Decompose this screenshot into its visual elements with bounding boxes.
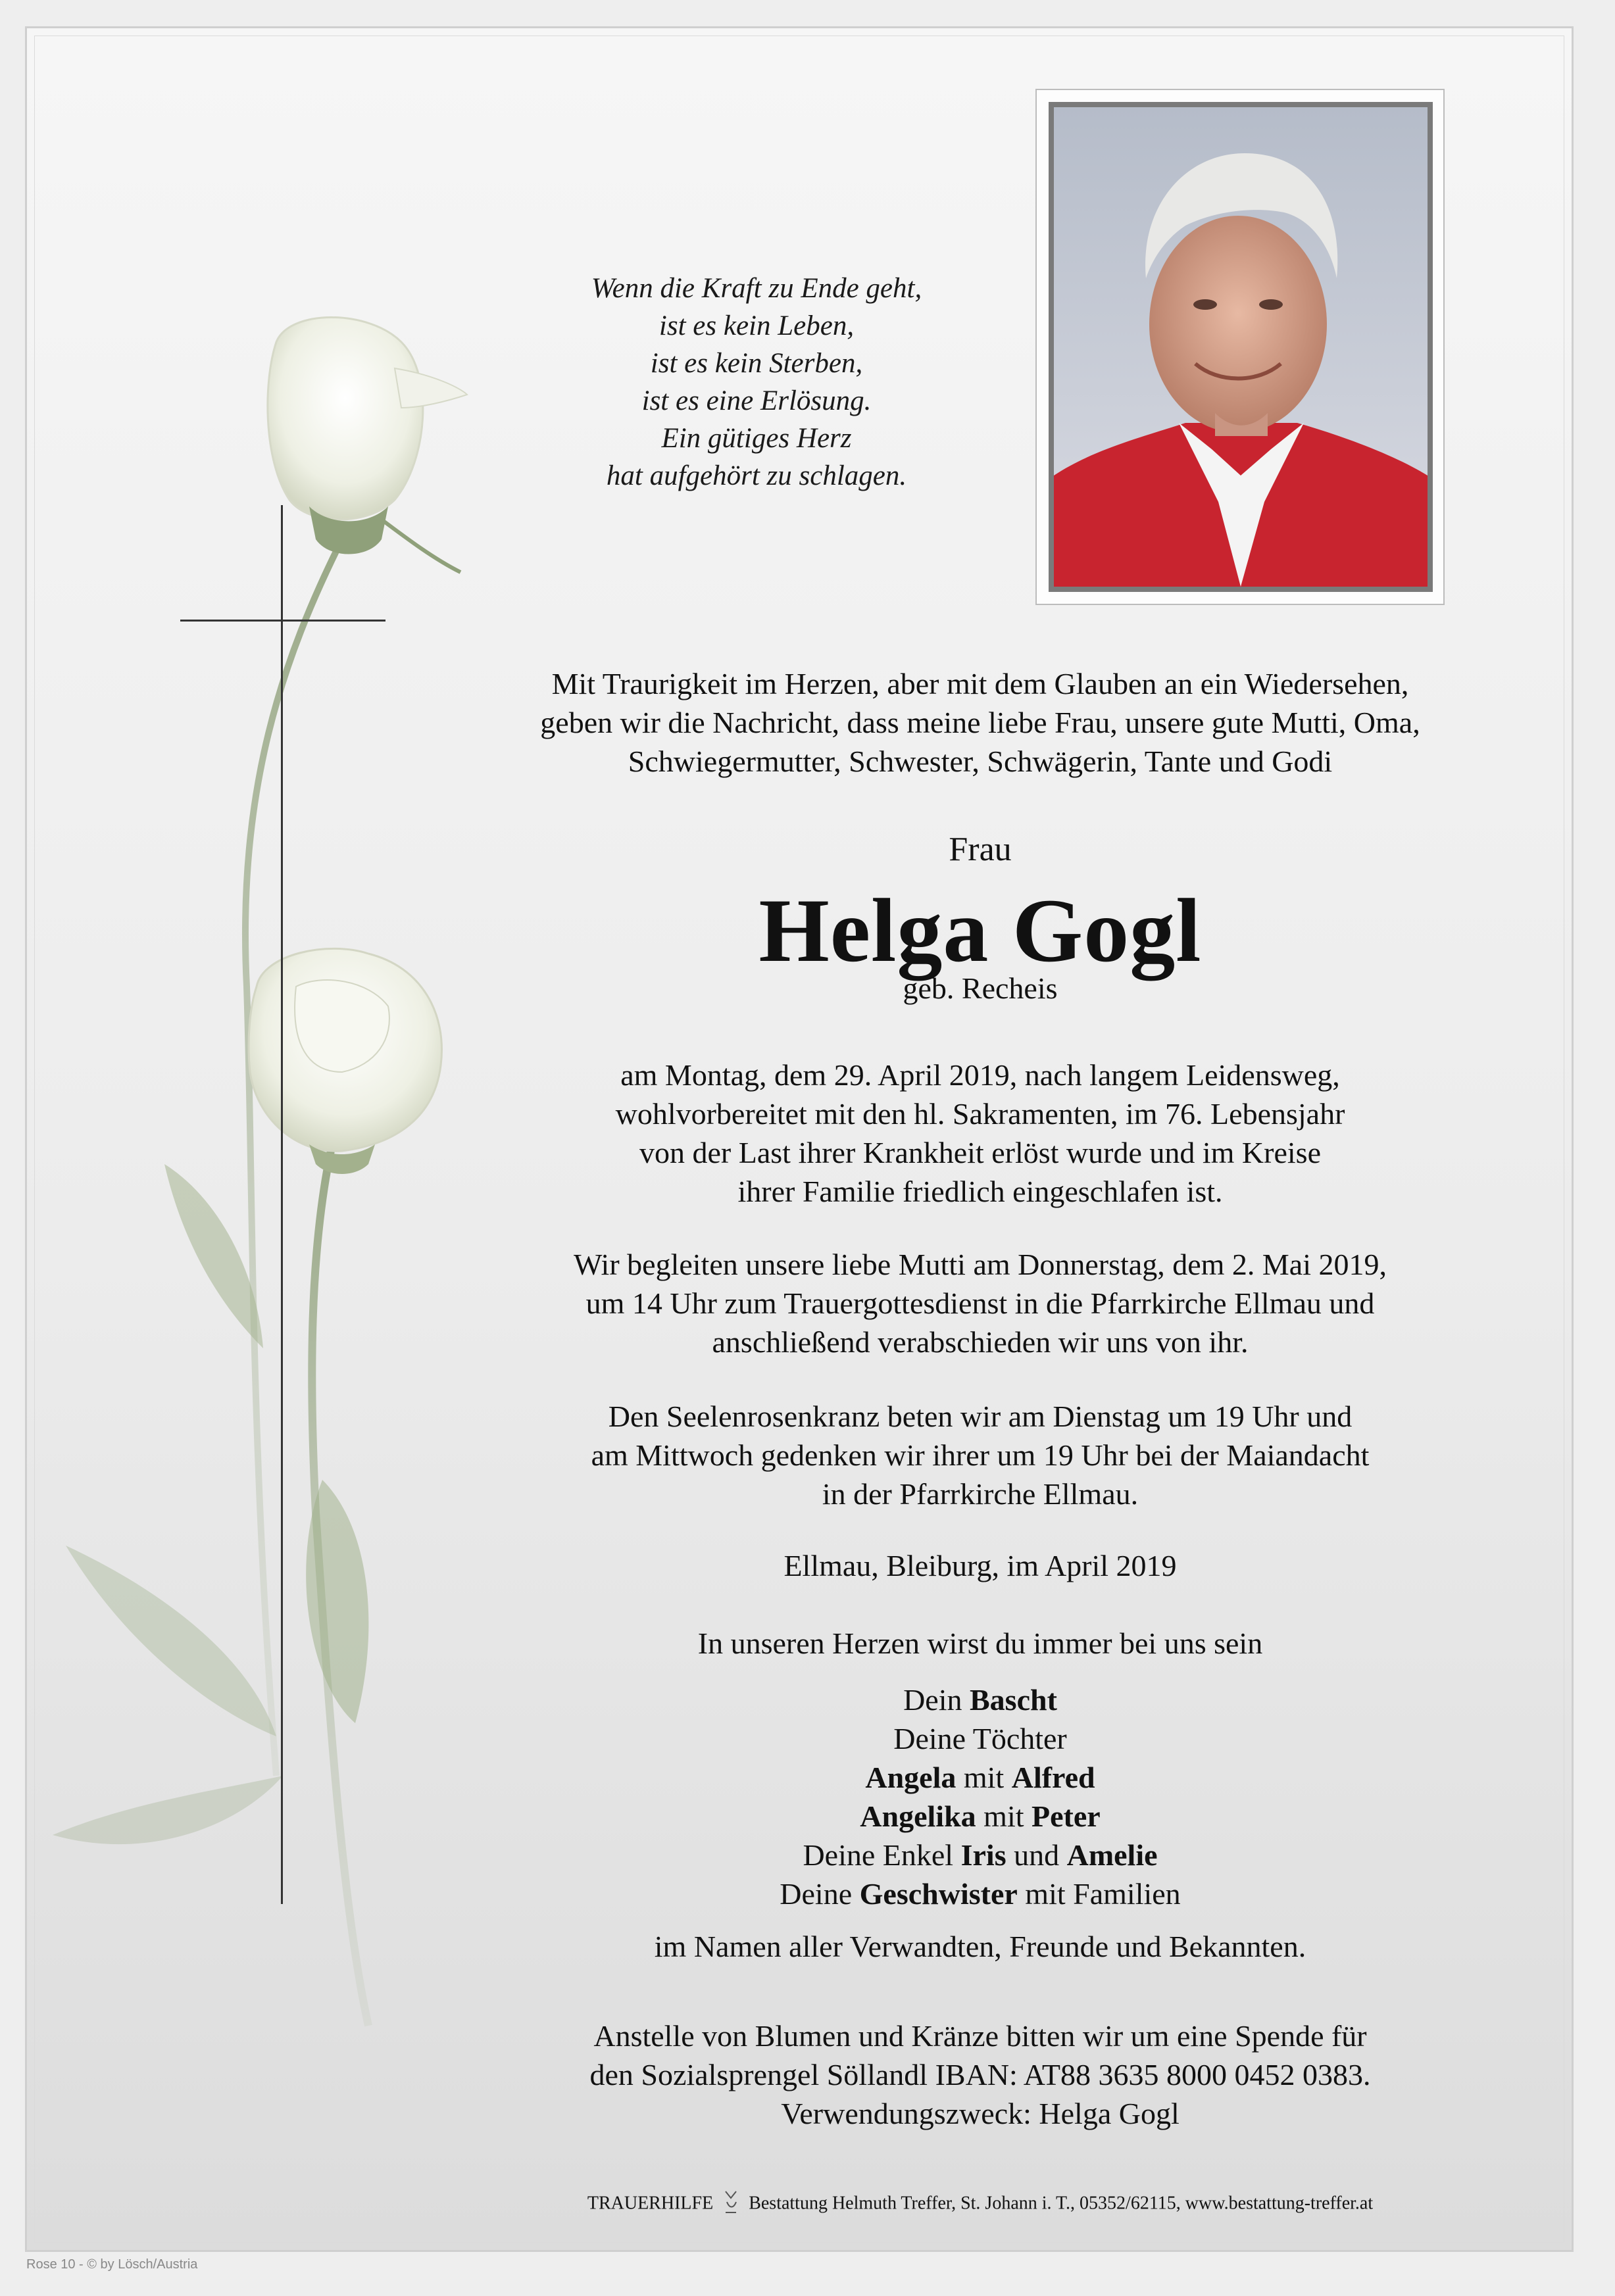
relatives-line bbox=[460, 1927, 1500, 1966]
footer-text: Bestattung Helmuth Treffer, St. Johann i. T., 05352/62115, www.bestattung-treffer.at bbox=[749, 2193, 1374, 2214]
portrait-photo bbox=[1049, 102, 1433, 592]
maiden-name: geb. Recheis bbox=[903, 971, 1058, 1005]
donation-line: Verwendungszweck: Helga Gogl bbox=[781, 2097, 1180, 2130]
rosary-line: Den Seelenrosenkranz beten wir am Dienstag um 19 Uhr und bbox=[608, 1400, 1353, 1433]
mourner-name: Iris bbox=[960, 1838, 1006, 1872]
mourner-relation: Dein bbox=[903, 1683, 962, 1717]
funeral-line: Wir begleiten unsere liebe Mutti am Donnerstag, dem 2. Mai 2019, bbox=[573, 1248, 1387, 1281]
donation-line: den Sozialsprengel Söllandl IBAN: AT88 3635 8000 0452 0383. bbox=[589, 2058, 1371, 2091]
design-credit: Rose 10 - © by Lösch/Austria bbox=[26, 2257, 198, 2272]
white-roses-decoration bbox=[0, 0, 526, 2105]
deceased-name: Helga Gogl bbox=[758, 880, 1202, 981]
mourner-relation: Deine Enkel bbox=[803, 1838, 954, 1872]
mourner-line bbox=[460, 1758, 1500, 1797]
cross-horizontal-line bbox=[180, 620, 385, 622]
funeral-line: um 14 Uhr zum Trauergottesdienst in die Pfarrkirche Ellmau und bbox=[585, 1286, 1375, 1320]
farewell-text: In unseren Herzen wirst du immer bei uns sein bbox=[697, 1626, 1263, 1660]
quote-line: ist es kein Sterben, bbox=[650, 348, 863, 379]
donation-paragraph bbox=[460, 2016, 1500, 2133]
mourner-name: Angela bbox=[865, 1761, 957, 1794]
rose-leaf bbox=[53, 1776, 283, 1844]
mourner-name: Alfred bbox=[1011, 1761, 1095, 1794]
mourner-relation: Deine bbox=[780, 1877, 853, 1911]
intro-line: Schwiegermutter, Schwester, Schwägerin, Tante und Godi bbox=[628, 745, 1333, 778]
mourner-line bbox=[460, 1874, 1500, 1913]
rosary-paragraph bbox=[460, 1397, 1500, 1513]
intro-line: Mit Traurigkeit im Herzen, aber mit dem Glauben an ein Wiedersehen, bbox=[551, 667, 1409, 700]
place-date-text: Ellmau, Bleiburg, im April 2019 bbox=[783, 1549, 1177, 1582]
funeral-line: anschließend verabschieden wir uns von ihr. bbox=[712, 1325, 1249, 1359]
portrait-frame bbox=[1035, 89, 1445, 605]
mourner-connector: und bbox=[1014, 1838, 1060, 1872]
rosary-line: am Mittwoch gedenken wir ihrer um 19 Uhr bei der Maiandacht bbox=[591, 1438, 1370, 1472]
place-date bbox=[460, 1546, 1500, 1585]
cross-vertical-line bbox=[281, 505, 283, 1904]
mourner-line bbox=[460, 1797, 1500, 1836]
rose-blossom bbox=[249, 948, 441, 1174]
rose-leaf bbox=[306, 1480, 368, 1723]
mourner-relation: mit Familien bbox=[1025, 1877, 1181, 1911]
quote-line: hat aufgehört zu schlagen. bbox=[606, 460, 907, 491]
mourner-name: Amelie bbox=[1066, 1838, 1158, 1872]
footer-prefix: TRAUERHILFE bbox=[587, 2193, 714, 2214]
mourner-line: Deine Töchter bbox=[893, 1722, 1067, 1755]
quote-line: ist es kein Leben, bbox=[658, 310, 855, 341]
mourner-connector: mit bbox=[983, 1799, 1024, 1833]
mourner-connector: mit bbox=[963, 1761, 1005, 1794]
rosary-line: in der Pfarrkirche Ellmau. bbox=[822, 1477, 1139, 1511]
farewell-line bbox=[460, 1624, 1500, 1663]
donation-line: Anstelle von Blumen und Kränze bitten wir um eine Spende für bbox=[593, 2019, 1367, 2053]
rose-leaf bbox=[66, 1546, 276, 1736]
funeral-home-footer bbox=[395, 2189, 1566, 2220]
funeral-paragraph bbox=[460, 1245, 1500, 1361]
intro-paragraph bbox=[460, 664, 1500, 781]
intro-line: geben wir die Nachricht, dass meine liebe Frau, unsere gute Mutti, Oma, bbox=[540, 706, 1420, 739]
mourner-name: Geschwister bbox=[859, 1877, 1018, 1911]
death-notice-line: ihrer Familie friedlich eingeschlafen ist. bbox=[737, 1175, 1223, 1208]
mourner-line bbox=[460, 1680, 1500, 1719]
death-notice-paragraph bbox=[460, 1056, 1500, 1211]
death-notice-line: am Montag, dem 29. April 2019, nach langem Leidensweg, bbox=[620, 1058, 1340, 1092]
quote-line: ist es eine Erlösung. bbox=[641, 385, 872, 416]
mourners-list bbox=[460, 1680, 1500, 1913]
trauerhilfe-logo-icon bbox=[723, 2189, 739, 2220]
mourner-line bbox=[460, 1836, 1500, 1874]
quote-line: Wenn die Kraft zu Ende geht, bbox=[591, 273, 922, 304]
mourner-name: Peter bbox=[1031, 1799, 1101, 1833]
relatives-text: im Namen aller Verwandten, Freunde und Bekannten. bbox=[654, 1930, 1306, 1963]
rose-bud bbox=[268, 318, 467, 573]
mourner-name: Angelika bbox=[860, 1799, 976, 1833]
death-notice-line: wohlvorbereitet mit den hl. Sakramenten, im 76. Lebensjahr bbox=[615, 1097, 1345, 1131]
quote-line: Ein gütiges Herz bbox=[661, 423, 852, 454]
death-notice-line: von der Last ihrer Krankheit erlöst wurde und im Kreise bbox=[639, 1136, 1321, 1169]
salutation: Frau bbox=[949, 831, 1012, 868]
memorial-quote bbox=[460, 270, 1053, 495]
mourner-name: Bascht bbox=[970, 1683, 1057, 1717]
